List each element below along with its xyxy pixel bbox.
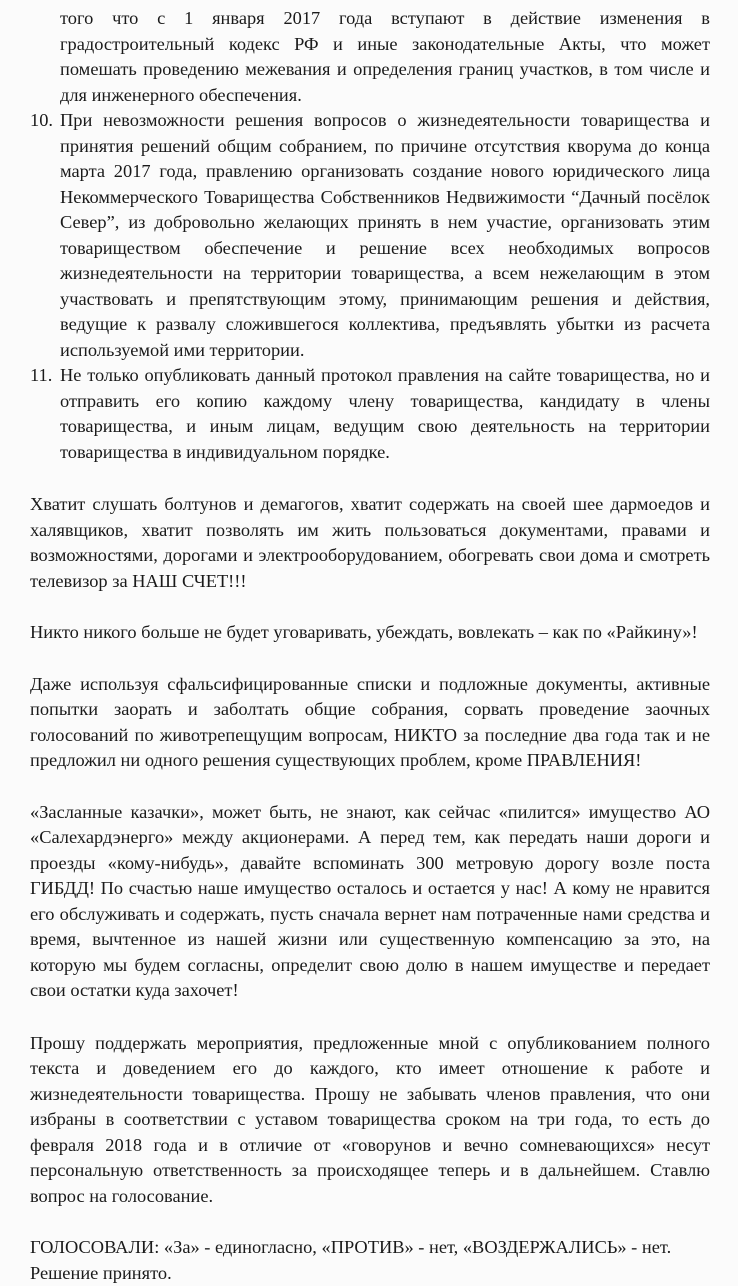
paragraph-stop-freeloaders: Хватит слушать болтунов и демагогов, хватит содержать на своей шее дармоедов и халявщиков, хватит позволять им жить пользоваться документами, правами и возможностями, дорогами и электрооборудованием, обогревать свои дома и смотреть телевизор за НАШ СЧЕТ!!!	[30, 492, 710, 594]
item-number: 11.	[30, 363, 60, 465]
list-item-11	[30, 363, 710, 465]
paragraph-no-persuasion: Никто никого больше не будет уговаривать, убеждать, вовлекать – как по «Райкину»!	[30, 620, 710, 646]
list-item-10	[30, 108, 710, 363]
vote-line: ГОЛОСОВАЛИ: «За» - единогласно, «ПРОТИВ» - нет, «ВОЗДЕРЖАЛИСЬ» - нет.	[30, 1235, 710, 1261]
paragraph-request-support: Прошу поддержать мероприятия, предложенные мной с опубликованием полного текста и доведением его до каждого, кто имеет отношение к работе и жизнедеятельности товарищества. Прошу не забывать членов правления, что они избраны в соответствии с уставом товарищества сроком на три года, то есть до февраля 2018 года и в отличие от «говорунов и вечно сомневающихся» несут персональную ответственность за происходящее теперь и в дальнейшем. Ставлю вопрос на голосование.	[30, 1031, 710, 1210]
vote-result	[30, 1235, 710, 1286]
item-text: Не только опубликовать данный протокол правления на сайте товарищества, но и отправить его копию каждому члену товарищества, кандидату в члены товарищества, и иным лицам, ведущим свою деятельность на территории товарищества в индивидуальном порядке.	[60, 363, 710, 465]
item-9-continuation: того что с 1 января 2017 года вступают в действие изменения в градостроительный кодекс РФ и иные законодательные Акты, что может помешать проведению межевания и определения границ участков, в том числе и для инженерного обеспечения.	[30, 6, 710, 108]
item-text: При невозможности решения вопросов о жизнедеятельности товарищества и принятия решений общим собранием, по причине отсутствия кворума до конца марта 2017 года, правлению организовать создание нового юридического лица Некоммерческого Товарищества Собственников Недвижимости “Дачный посёлок Север”, из добровольно желающих принять в нем участие, организовать этим товариществом обеспечение и решение всех необходимых вопросов жизнедеятельности на территории товарищества, а всем нежелающим в этом участвовать и препятствующим этому, принимающим решения и действия, ведущие к развалу сложившегося коллектива, предъявлять убытки из расчета используемой ими территории.	[60, 108, 710, 363]
paragraph-falsified-lists: Даже используя сфальсифицированные списки и подложные документы, активные попытки заорать и заболтать общие собрания, сорвать проведение заочных голосований по животрепещущим вопросам, НИКТО за последние два года так и не предложил ни одного решения существующих проблем, кроме ПРАВЛЕНИЯ!	[30, 672, 710, 774]
item-number: 10.	[30, 108, 60, 363]
decision-line: Решение принято.	[30, 1261, 710, 1286]
paragraph-property: «Засланные казачки», может быть, не знают, как сейчас «пилится» имущество АО «Салехардэнерго» между акционерами. А перед тем, как передать наши дороги и проезды «кому-нибудь», давайте вспоминать 300 метровую дорогу возле поста ГИБДД! По счастью наше имущество осталось и остается у нас! А кому не нравится его обслуживать и содержать, пусть сначала вернет нам потраченные нами средства и время, вычтенное из нашей жизни или существенную компенсацию за это, на которую мы будем согласны, определит свою долю в нашем имуществе и передает свои остатки куда захочет!	[30, 800, 710, 1004]
